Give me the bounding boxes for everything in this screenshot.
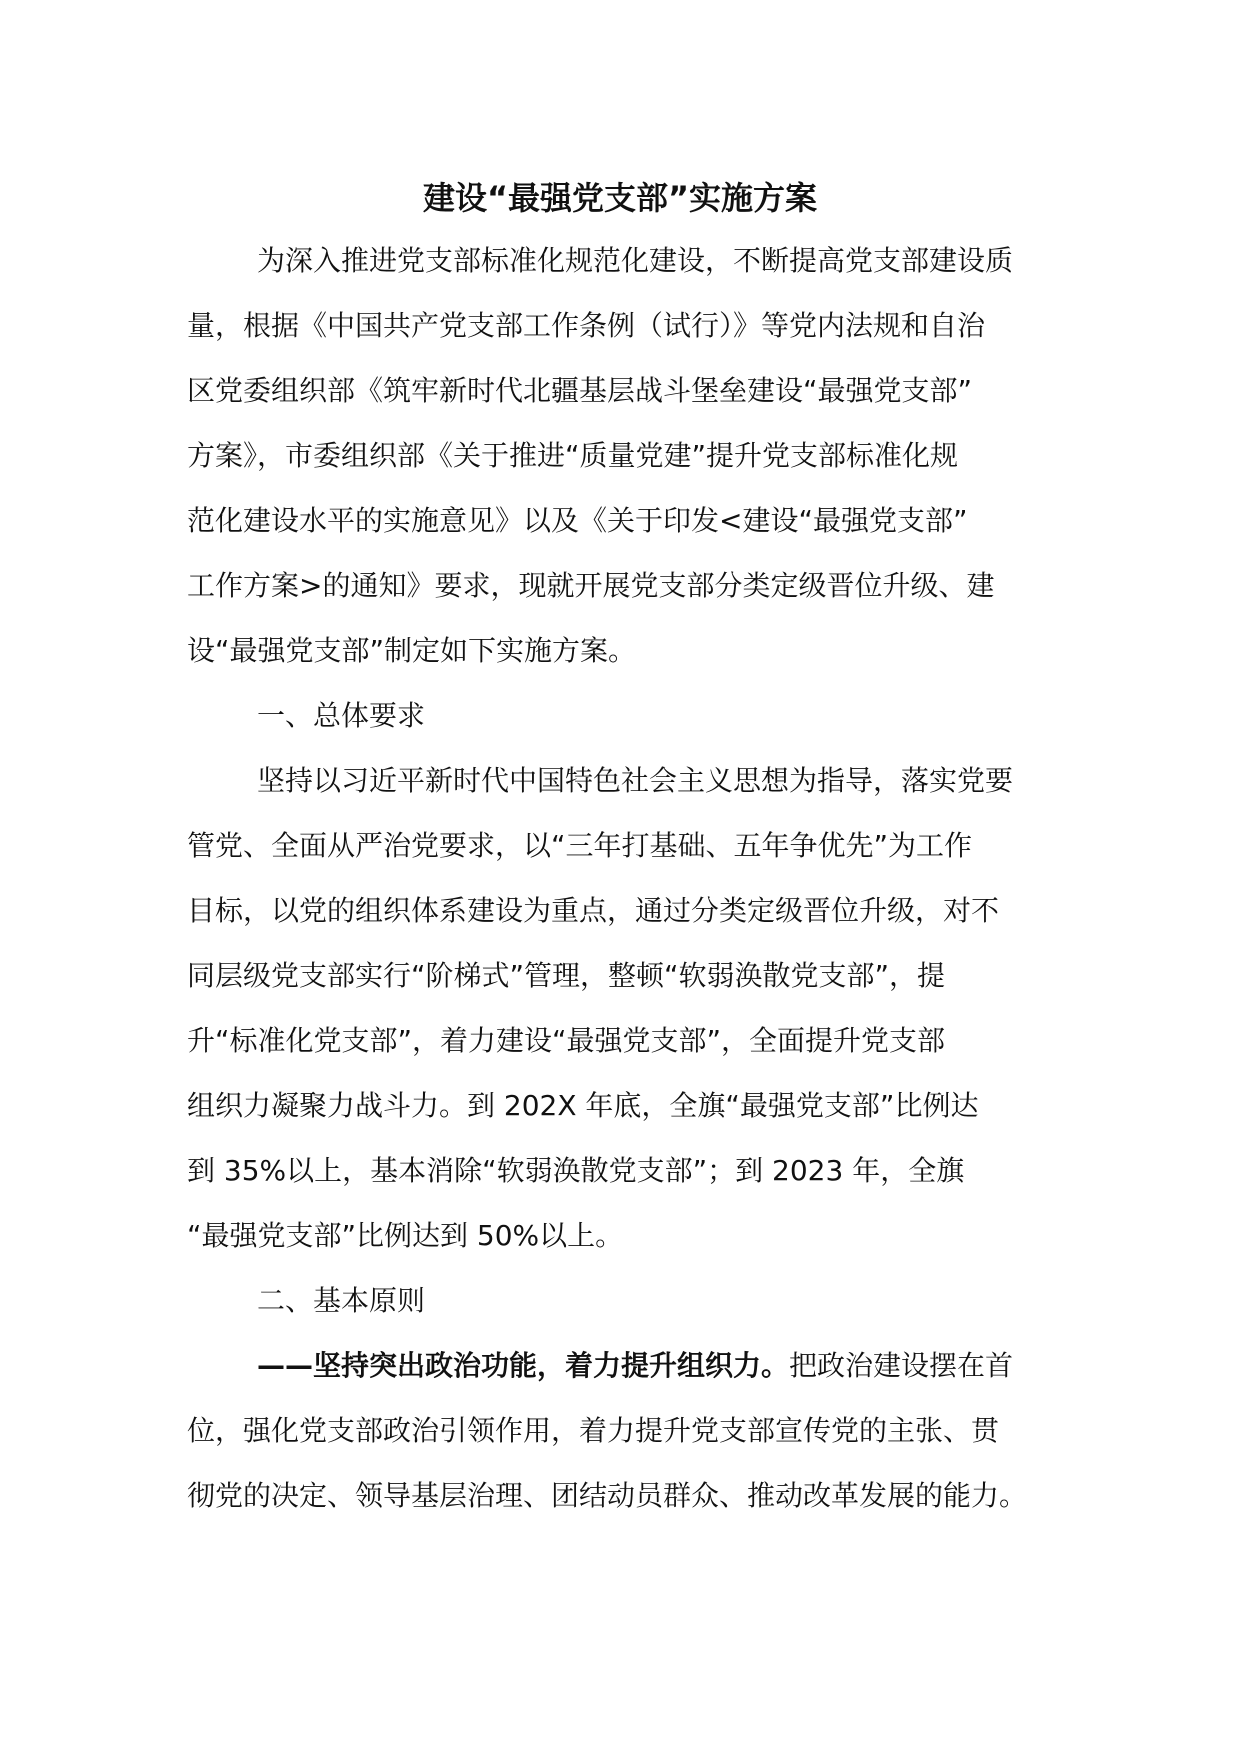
intro-line-4: 方案》，市委组织部《关于推进“质量党建”提升党支部标准化规 (187, 439, 959, 472)
principle1-lead-rest: 把政治建设摆在首 (789, 1349, 1014, 1382)
intro-line-5: 范化建设水平的实施意见》以及《关于印发<建设“最强党支部” (187, 504, 968, 537)
section1-line-2: 管党、全面从严治党要求，以“三年打基础、五年争优先”为工作 (187, 829, 973, 862)
principle1-bold-lead: ——坚持突出政治功能，着力提升组织力。 (257, 1349, 790, 1382)
section1-line-8: “最强党支部”比例达到 50%以上。 (187, 1219, 624, 1252)
principle1-line-3: 彻党的决定、领导基层治理、团结动员群众、推动改革发展的能力。 (187, 1479, 1028, 1512)
section1-line-3: 目标，以党的组织体系建设为重点，通过分类定级晋位升级，对不 (187, 894, 1000, 927)
intro-line-6: 工作方案>的通知》要求，现就开展党支部分类定级晋位升级、建 (187, 569, 995, 602)
section1-line-7: 到 35%以上，基本消除“软弱涣散党支部”；到 2023 年，全旗 (187, 1154, 965, 1187)
section-heading-basic-principles: 二、基本原则 (257, 1284, 426, 1317)
section1-line-1: 坚持以习近平新时代中国特色社会主义思想为指导，落实党要 (257, 764, 1014, 797)
intro-line-3: 区党委组织部《筑牢新时代北疆基层战斗堡垒建设“最强党支部” (187, 374, 973, 407)
document-body (187, 241, 1067, 1541)
section1-line-4: 同层级党支部实行“阶梯式”管理，整顿“软弱涣散党支部”，提 (187, 959, 946, 992)
document-title: 建设“最强党支部”实施方案 (422, 179, 818, 217)
intro-line-2: 量，根据《中国共产党支部工作条例（试行）》等党内法规和自治 (187, 309, 986, 342)
section1-line-6: 组织力凝聚力战斗力。到 202X 年底，全旗“最强党支部”比例达 (187, 1089, 979, 1122)
principle1-line-1 (187, 1346, 1067, 1411)
intro-line-1: 为深入推进党支部标准化规范化建设，不断提高党支部建设质 (257, 244, 1014, 277)
section-heading-general-requirements: 一、总体要求 (257, 699, 426, 732)
intro-line-7: 设“最强党支部”制定如下实施方案。 (187, 634, 637, 667)
principle1-line-2: 位，强化党支部政治引领作用，着力提升党支部宣传党的主张、贯 (187, 1414, 1000, 1447)
section1-line-5: 升“标准化党支部”，着力建设“最强党支部”，全面提升党支部 (187, 1024, 946, 1057)
